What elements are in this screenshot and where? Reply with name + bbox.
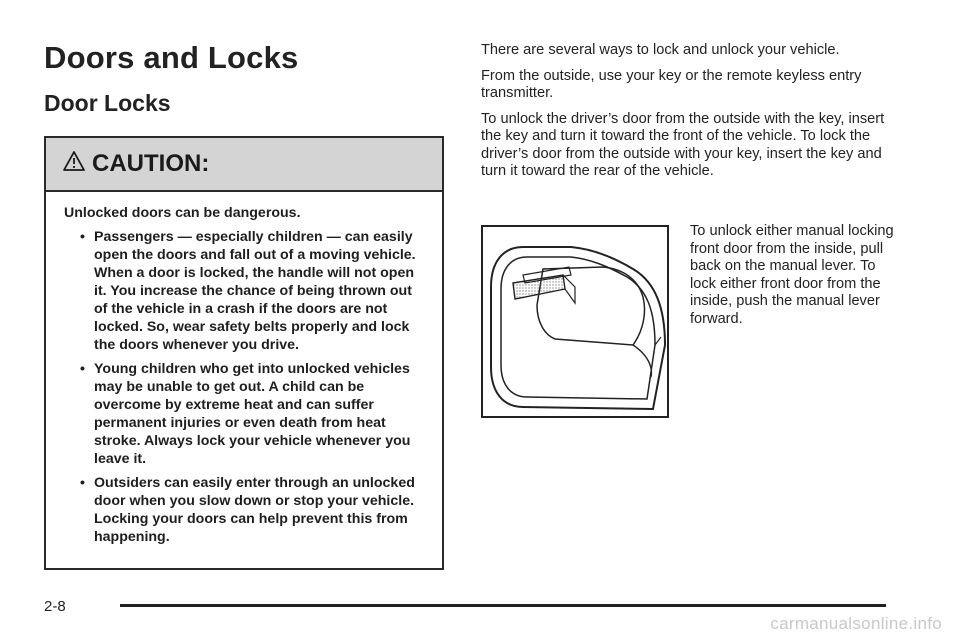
footer-divider (120, 604, 886, 607)
paragraph: From the outside, use your key or the remote keyless entry transmitter. (481, 67, 862, 101)
bullet-dot-icon: • (80, 475, 85, 491)
bullet-dot-icon: • (80, 361, 85, 377)
paragraph: There are several ways to lock and unlock your vehicle. (481, 42, 840, 58)
caution-bullet-list (64, 228, 426, 546)
caution-box (44, 136, 444, 570)
door-handle-illustration (481, 225, 669, 418)
caution-intro: Unlocked doors can be dangerous. (64, 205, 301, 221)
door-lever-drawing-icon (483, 227, 667, 416)
section-title: Door Locks (44, 90, 171, 116)
caution-header (46, 138, 442, 192)
caution-bullet-text: Passengers — especially children — can easily open the doors and fall out of a moving vehicle. When a door is locked, the handle will not open it. You increase the chance of being thrown out of the vehicle in a crash if the doors are not locked. So, wear safety belts properly and lock the doors whenever you drive. (94, 229, 416, 353)
figure-caption: To unlock either manual locking front door from the inside, pull back on the manual lever. To lock either front door from the inside, push the manual lever forward. (690, 223, 894, 327)
caution-title: CAUTION: (92, 150, 210, 177)
bullet-dot-icon: • (80, 229, 85, 245)
paragraph: To unlock the driver’s door from the outside with the key, insert the key and turn it toward the front of the vehicle. To lock the driver’s door from the outside with your key, insert the key and turn it toward the rear of the vehicle. (481, 110, 885, 179)
page-title: Doors and Locks (44, 40, 299, 75)
caution-body (46, 192, 442, 546)
watermark-text: carmanualsonline.info (770, 614, 942, 633)
caution-bullet (64, 474, 426, 546)
page-number: 2-8 (44, 598, 66, 615)
right-column (481, 42, 891, 189)
warning-triangle-icon (62, 150, 86, 172)
caution-bullet-text: Outsiders can easily enter through an unlocked door when you slow down or stop your vehicle. Locking your doors can help prevent this from happening. (94, 475, 415, 545)
caution-bullet-text: Young children who get into unlocked vehicles may be unable to get out. A child can be overcome by extreme heat and can suffer permanent injuries or even death from heat stroke. Always lock your vehicle whenever you leave it. (94, 361, 411, 467)
caution-bullet (64, 360, 426, 468)
caution-bullet (64, 228, 426, 354)
